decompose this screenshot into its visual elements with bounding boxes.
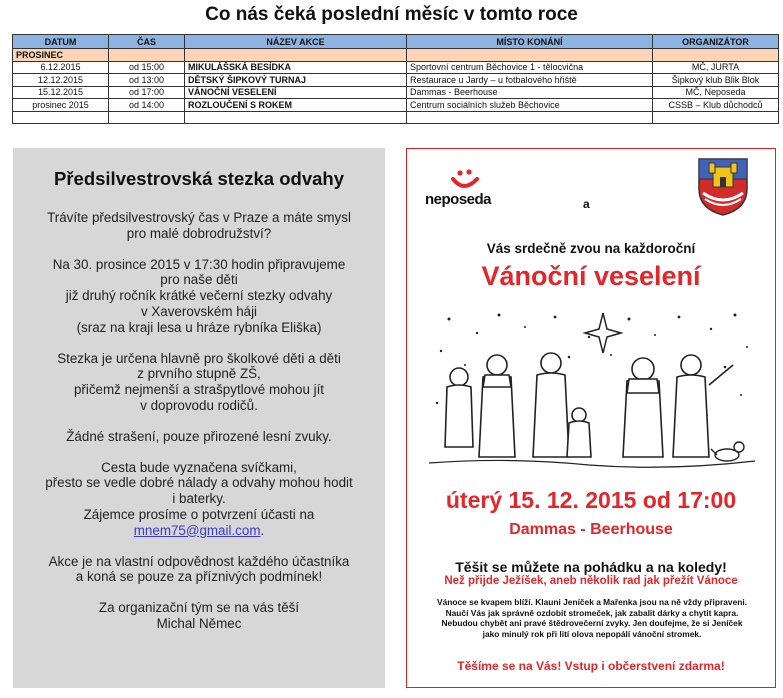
header-misto-konani: MÍSTO KONÁNÍ — [407, 35, 653, 49]
page-title: Co nás čeká poslední měsíc v tomto roce — [205, 4, 578, 25]
email-link[interactable]: mnem75@gmail.com — [133, 522, 261, 538]
row-place: Dammas - Beerhouse — [407, 86, 653, 99]
program-subheadline: Než přijde Ježíšek, aneb několik rad jak přežít Vánoce — [444, 575, 738, 587]
month-label: PROSINEC — [13, 49, 109, 62]
stezka-details: Na 30. prosince 2015 v 17:30 hodin připravujeme pro naše děti již druhý ročník krátké večerní stezky odvahy v Xaverovském háji (sraz na kraji lesa u hráze rybníka Eliška) — [52, 256, 346, 335]
row-date: 15.12.2015 — [13, 86, 109, 99]
row-event: DĚTSKÝ ŠIPKOVÝ TURNAJ — [185, 74, 407, 87]
header-cas: ČAS — [109, 35, 185, 49]
stezka-signature: Za organizační tým se na vás těší Michal Němec — [98, 600, 300, 631]
row-time: od 14:00 — [109, 99, 185, 112]
stezka-route: Cesta bude vyznačena svíčkami, přesto se vedle dobré nálady a odvahy mohou hodit i baterky. Zájemce prosíme o potvrzení účasti na mnem75@gmail.com. — [45, 459, 353, 538]
table-row — [13, 61, 779, 74]
poster-footer: Těšíme se na Vás! Vstup i občerstvení zdarma! — [457, 659, 725, 673]
row-place: Restaurace u Jardy – u fotbalového hřiště — [407, 74, 653, 87]
header-datum: DATUM — [13, 35, 109, 49]
stezka-title: Předsilvestrovská stezka odvahy — [54, 168, 344, 189]
family-snow-illustration — [429, 307, 755, 472]
row-event: ROZLOUČENÍ S ROKEM — [185, 99, 407, 112]
row-place: Centrum sociálních služeb Běchovice — [407, 99, 653, 112]
row-time: od 15:00 — [109, 61, 185, 74]
table-row — [13, 74, 779, 87]
row-date: 12.12.2015 — [13, 74, 109, 87]
stezka-no-scare: Žádné strašení, pouze přirozené lesní zvuky. — [66, 428, 332, 444]
header-organizator: ORGANIZÁTOR — [653, 35, 779, 49]
row-date: prosinec 2015 — [13, 99, 109, 112]
header-nazev-akce: NÁZEV AKCE — [185, 35, 407, 49]
events-table — [12, 34, 779, 124]
event-title: Vánoční veselení — [481, 261, 701, 291]
coat-of-arms-icon — [697, 157, 749, 217]
vanocni-veseleni-poster — [406, 148, 776, 688]
row-time: od 17:00 — [109, 86, 185, 99]
row-event: VÁNOČNÍ VESELENÍ — [185, 86, 407, 99]
neposeda-logo-text: neposeda — [425, 191, 492, 208]
table-row — [13, 86, 779, 99]
row-place: Sportovní centrum Běchovice 1 - tělocvična — [407, 61, 653, 74]
stezka-odvahy-panel — [13, 148, 385, 688]
program-headline: Těšit se můžete na pohádku a na koledy! — [455, 559, 727, 575]
stezka-responsibility: Akce je na vlastní odpovědnost každého účastníka a koná se pouze za příznivých podmínek! — [48, 553, 350, 585]
stezka-intro: Trávíte předsilvestrovský čas v Praze a máte smysl pro malé dobrodružství? — [47, 210, 351, 241]
stezka-audience: Stezka je určena hlavně pro školkové děti a děti z prvního stupně ZŠ, přičemž nejmenší a strašpytlové mohou jít v doprovodu rodičů. — [57, 350, 341, 413]
row-organizer: MČ, Neposeda — [653, 86, 779, 99]
invite-line: Vás srdečně zvou na každoroční — [486, 241, 696, 256]
neposeda-logo — [425, 167, 525, 217]
smiley-logo-icon — [447, 167, 487, 193]
row-date: 6.12.2015 — [13, 61, 109, 74]
row-event: MIKULÁŠSKÁ BESÍDKA — [185, 61, 407, 74]
event-venue: Dammas - Beerhouse — [509, 521, 673, 538]
table-row — [13, 99, 779, 112]
table-row-empty — [13, 111, 779, 124]
month-row — [13, 49, 779, 62]
row-organizer: Šipkový klub Blik Blok — [653, 74, 779, 87]
table-header-row — [13, 35, 779, 49]
row-organizer: MČ, JURTA — [653, 61, 779, 74]
event-date: úterý 15. 12. 2015 od 17:00 — [445, 487, 737, 513]
conjunction: a — [583, 197, 590, 211]
program-description: Vánoce se kvapem blíží. Klauni Jeníček a Mařenka jsou na ně vždy připraveni. Naučí Vás jak správně ozdobit stromeček, jak zabalit dárky a chytit kapra. Nebudou chybět ani pravé štědrovečerní zvyky. Jen doufejme, že si Jeníček jako minulý rok při lití olova nepopálí vánoční stromek. — [437, 597, 747, 639]
row-organizer: CSSB – Klub důchodců — [653, 99, 779, 112]
row-time: od 13:00 — [109, 74, 185, 87]
